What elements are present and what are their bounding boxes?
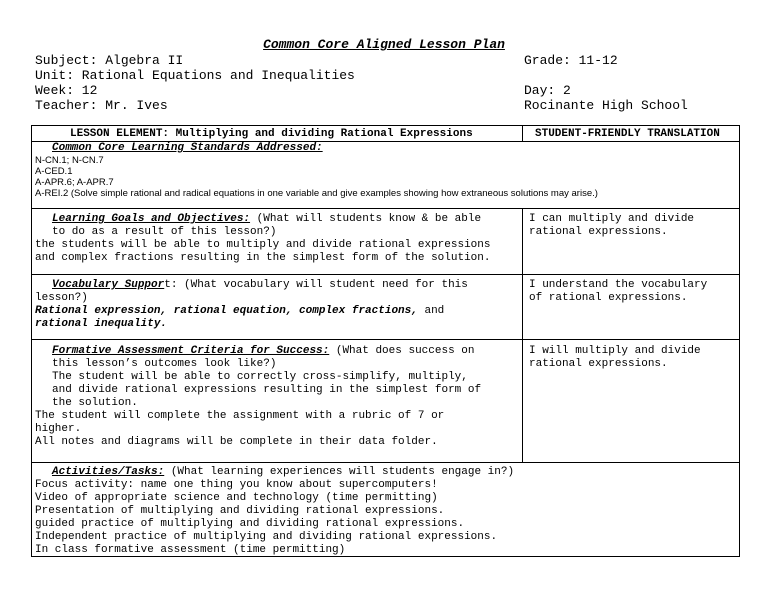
translation-line: I will multiply and divide xyxy=(529,345,701,357)
vocabulary-translation xyxy=(529,279,707,305)
activity-item: Focus activity: name one thing you know about supercomputers! xyxy=(35,479,438,491)
assessment-line: All notes and diagrams will be complete in their data folder. xyxy=(35,436,438,448)
goals-heading: Learning Goals and Objectives: xyxy=(52,213,251,225)
goals-translation xyxy=(529,213,694,239)
assessment-line: the solution. xyxy=(52,397,138,409)
standard-item: A-REI.2 (Solve simple rational and radical equations in one variable and give examples showing how extraneous solutions may arise.) xyxy=(35,188,598,199)
vocabulary-terms: Rational expression, rational equation, complex fractions, xyxy=(35,305,418,317)
assessment-line: The student will be able to correctly cross-simplify, multiply, xyxy=(52,371,468,383)
translation-line: I understand the vocabulary xyxy=(529,279,708,291)
vocabulary-prompt: : (What vocabulary will student need for this xyxy=(170,279,468,291)
assessment-heading: Formative Assessment Criteria for Success: xyxy=(52,345,330,357)
activity-item: Video of appropriate science and technology (time permitting) xyxy=(35,492,438,504)
week-line: Week: 12 xyxy=(35,83,98,98)
assessment-line: higher. xyxy=(35,423,82,435)
standards-heading: Common Core Learning Standards Addressed: xyxy=(52,142,323,154)
day-line: Day: 2 xyxy=(524,83,571,98)
activity-item: Presentation of multiplying and dividing rational expressions. xyxy=(35,505,445,517)
assessment-cell xyxy=(35,345,481,449)
goals-prompt: to do as a result of this lesson?) xyxy=(52,226,277,238)
lesson-element-header: LESSON ELEMENT: Multiplying and dividing Rational Expressions xyxy=(70,128,473,140)
activity-item: guided practice of multiplying and dividing rational expressions. xyxy=(35,518,465,530)
activity-item: In class formative assessment (time permitting) xyxy=(35,544,346,556)
goals-body-line: and complex fractions resulting in the simplest form of the solution. xyxy=(35,252,491,264)
activity-item: Independent practice of multiplying and dividing rational expressions. xyxy=(35,531,498,543)
assessment-prompt: this lesson’s outcomes look like?) xyxy=(52,358,277,370)
teacher-line: Teacher: Mr. Ives xyxy=(35,98,168,113)
vocabulary-heading-tail: t xyxy=(164,279,171,291)
assessment-line: and divide rational expressions resulting in the simplest form of xyxy=(52,384,482,396)
activities-cell xyxy=(35,466,514,557)
activities-heading: Activities/Tasks: xyxy=(52,466,165,478)
subject-line: Subject: Algebra II xyxy=(35,53,184,68)
goals-prompt: (What will students know & be able xyxy=(250,213,482,225)
vocabulary-cell xyxy=(35,279,468,331)
assessment-prompt: (What does success on xyxy=(329,345,475,357)
grade-line: Grade: 11-12 xyxy=(524,53,618,68)
school-line: Rocinante High School xyxy=(524,98,688,113)
vocabulary-heading: Vocabulary Suppor xyxy=(52,279,165,291)
translation-line: of rational expressions. xyxy=(529,292,688,304)
document-title: Common Core Aligned Lesson Plan xyxy=(263,37,505,52)
assessment-line: The student will complete the assignment with a rubric of 7 or xyxy=(35,410,445,422)
vocabulary-terms: rational inequality. xyxy=(35,318,168,330)
goals-body-line: the students will be able to multiply and divide rational expressions xyxy=(35,239,491,251)
unit-line: Unit: Rational Equations and Inequalities xyxy=(35,68,355,83)
translation-line: rational expressions. xyxy=(529,358,668,370)
activities-prompt: (What learning experiences will students engage in?) xyxy=(164,466,515,478)
vocabulary-and: and xyxy=(417,305,445,317)
translation-line: I can multiply and divide xyxy=(529,213,695,225)
standard-item: A-CED.1 xyxy=(35,166,73,177)
assessment-translation xyxy=(529,345,701,371)
standard-item: N-CN.1; N-CN.7 xyxy=(35,155,104,166)
translation-line: rational expressions. xyxy=(529,226,668,238)
standard-item: A-APR.6; A-APR.7 xyxy=(35,177,114,188)
goals-cell xyxy=(35,213,490,265)
translation-header: STUDENT-FRIENDLY TRANSLATION xyxy=(535,128,720,140)
vocabulary-prompt: lesson?) xyxy=(35,292,88,304)
